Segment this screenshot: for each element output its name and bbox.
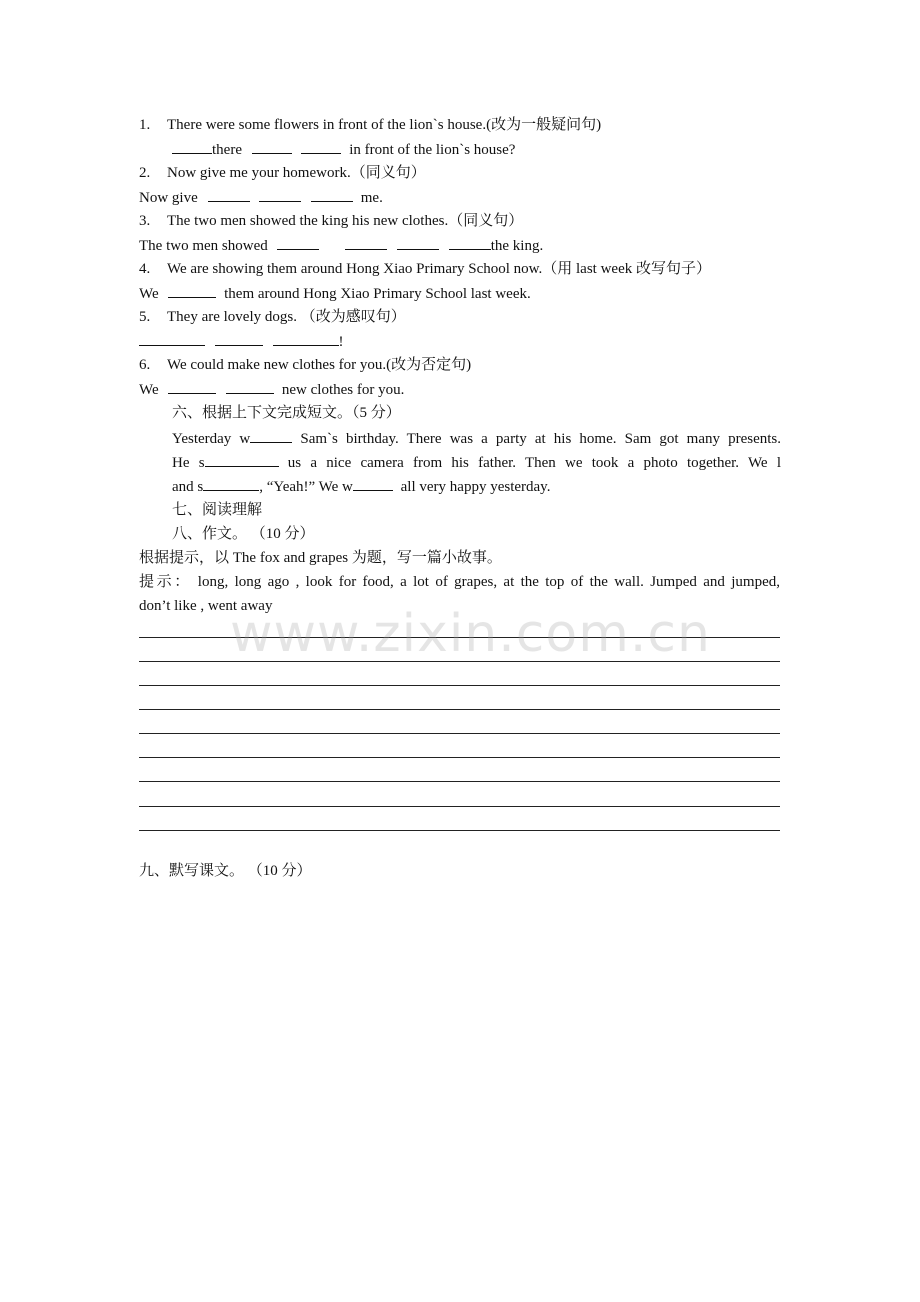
essay-hint (139, 573, 780, 591)
question-number: 1. (139, 117, 151, 133)
answer-text: them around Hong Xiao Primary School last week. (224, 286, 531, 302)
answer-text: We (139, 286, 159, 302)
answer-text: ! (338, 334, 344, 350)
answer-line-6 (139, 380, 404, 399)
essay-hint-continued: don’t like , went away (139, 598, 273, 614)
section-7-title: 七、阅读理解 (172, 502, 263, 518)
answer-blank[interactable] (208, 188, 250, 202)
passage-text: He s (172, 455, 205, 471)
answer-blank[interactable] (172, 140, 212, 154)
answer-blank[interactable] (203, 477, 259, 491)
answer-blank[interactable] (139, 332, 205, 346)
essay-prompt: 根据提示，以 The fox and grapes 为题，写一篇小故事。 (139, 550, 502, 566)
question-text: They are lovely dogs. （改为感叹句） (167, 309, 406, 325)
answer-blank[interactable] (311, 188, 353, 202)
writing-line[interactable] (139, 709, 780, 710)
answer-blank[interactable] (273, 332, 339, 346)
answer-blank[interactable] (215, 332, 263, 346)
question-6 (139, 356, 471, 374)
question-4 (139, 260, 711, 278)
passage-text: Yesterday w (172, 431, 251, 447)
answer-line-3 (139, 236, 543, 255)
answer-blank[interactable] (252, 140, 292, 154)
answer-blank[interactable] (168, 380, 216, 394)
question-1 (139, 116, 601, 134)
question-number: 4. (139, 261, 151, 277)
question-5 (139, 308, 406, 326)
answer-text: The two men showed (139, 238, 268, 254)
writing-line[interactable] (139, 757, 780, 758)
answer-blank[interactable] (168, 284, 216, 298)
answer-line-2 (139, 188, 383, 207)
section-8-title: 八、作文。 （10 分） (172, 526, 315, 542)
hint-label: 提示： (139, 574, 192, 590)
writing-line[interactable] (139, 685, 780, 686)
passage-line-3 (172, 477, 550, 496)
writing-line[interactable] (139, 806, 780, 807)
question-3 (139, 212, 523, 230)
hint-text: long, long ago , look for food, a lot of grapes, at the top of the wall. Jumped and jumped, (197, 574, 780, 590)
question-2 (139, 164, 426, 182)
writing-line[interactable] (139, 733, 780, 734)
answer-text: new clothes for you. (281, 382, 405, 398)
answer-blank[interactable] (226, 380, 274, 394)
passage-text: Sam`s birthday. There was a party at his home. Sam got many presents. (300, 431, 782, 447)
question-text: There were some flowers in front of the lion`s house.(改为一般疑问句) (167, 117, 602, 133)
section-6-title: 六、根据上下文完成短文。（5 分） (172, 405, 401, 421)
question-number: 5. (139, 309, 151, 325)
answer-blank[interactable] (353, 477, 393, 491)
question-text: We could make new clothes for you.(改为否定句) (167, 357, 472, 373)
question-number: 6. (139, 357, 151, 373)
answer-text: Now give (139, 190, 198, 206)
answer-line-5 (139, 332, 344, 351)
passage-text: all very happy yesterday. (400, 479, 551, 495)
passage-text: , “Yeah!” We w (259, 479, 353, 495)
answer-line-1 (172, 140, 515, 159)
section-9-title: 九、默写课文。 （10 分） (139, 863, 312, 879)
writing-line[interactable] (139, 830, 780, 831)
answer-blank[interactable] (205, 453, 279, 467)
answer-blank[interactable] (250, 429, 292, 443)
passage-line-1 (172, 429, 781, 448)
question-number: 3. (139, 213, 151, 229)
watermark: www.zixin.com.cn (230, 604, 711, 664)
answer-blank[interactable] (345, 236, 387, 250)
question-text: We are showing them around Hong Xiao Primary School now.（用 last week 改写句子） (167, 261, 711, 277)
answer-text: me. (360, 190, 383, 206)
question-number: 2. (139, 165, 151, 181)
answer-text: the king. (490, 238, 544, 254)
answer-blank[interactable] (397, 236, 439, 250)
question-text: Now give me your homework.（同义句） (167, 165, 426, 181)
answer-blank[interactable] (301, 140, 341, 154)
answer-blank[interactable] (277, 236, 319, 250)
question-text: The two men showed the king his new clothes.（同义句） (167, 213, 524, 229)
answer-line-4 (139, 284, 531, 303)
answer-text: there (212, 142, 242, 158)
writing-line[interactable] (139, 781, 780, 782)
answer-text: in front of the lion`s house? (349, 142, 516, 158)
answer-blank[interactable] (449, 236, 491, 250)
passage-text: us a nice camera from his father. Then we took a photo together. We l (287, 455, 781, 471)
passage-line-2 (172, 453, 781, 472)
answer-text: We (139, 382, 159, 398)
passage-text: and s (172, 479, 204, 495)
answer-blank[interactable] (259, 188, 301, 202)
